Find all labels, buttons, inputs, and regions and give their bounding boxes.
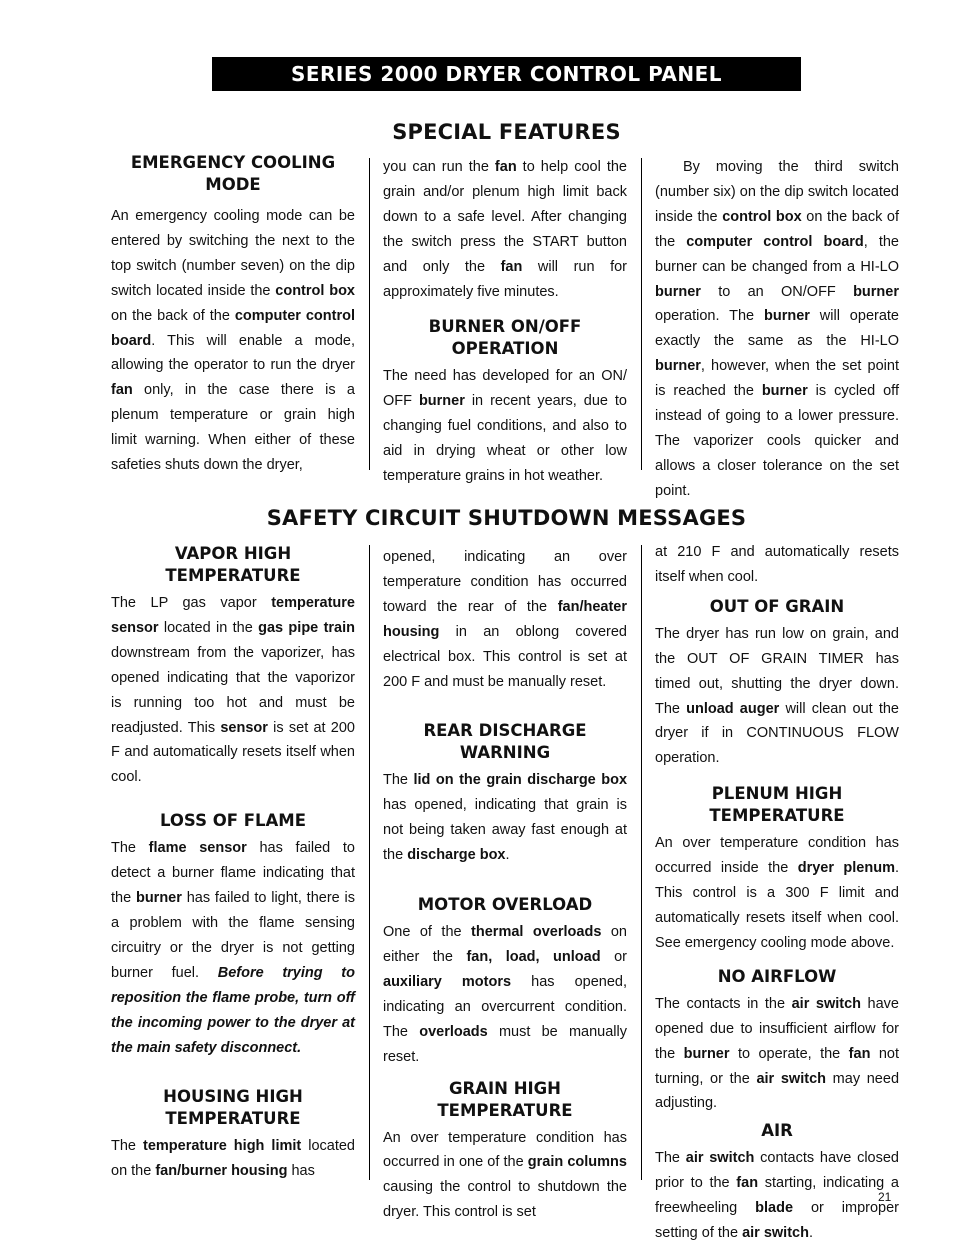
no-airflow-text: The contacts in the air switch have opened due to insufficient airflow for the burner to operate, the fan not turning, or the air switch may need adjusting. xyxy=(655,995,900,1112)
safety-column-2 xyxy=(383,545,627,1225)
no-airflow-heading: NO AIRFLOW xyxy=(717,966,837,986)
emergency-cooling-heading: EMERGENCY COOLING MODE xyxy=(130,153,336,194)
hilo-column xyxy=(655,155,899,504)
page-number: 21 xyxy=(878,1190,892,1204)
page-banner: SERIES 2000 DRYER CONTROL PANEL xyxy=(212,57,801,91)
special-features-title: SPECIAL FEATURES xyxy=(392,120,621,144)
safety-column-3 xyxy=(655,540,899,1246)
column-divider xyxy=(641,545,642,1180)
loss-of-flame-heading: LOSS OF FLAME xyxy=(159,811,306,831)
column-divider xyxy=(641,158,642,470)
emergency-cooling-column xyxy=(111,152,355,478)
out-of-grain-heading: OUT OF GRAIN xyxy=(709,596,845,616)
grain-high-continued: at 210 F and automatically resets itself when cool. xyxy=(655,544,899,585)
housing-high-text: The temperature high limit located on the fan/burner housing has xyxy=(111,1138,355,1180)
vapor-high-heading: VAPOR HIGH TEMPERATURE xyxy=(165,544,301,585)
air-heading: AIR xyxy=(761,1121,793,1141)
safety-column-1 xyxy=(111,543,355,1184)
rear-discharge-heading: REAR DISCHARGE WARNING xyxy=(423,721,587,763)
emergency-cooling-text: An emergency cooling mode can be entered by switching the next to the top switch (number seven) on the dip switch located inside the control box on the back of the computer control board. This will enable a mode, allowing the operator to run the dryer fan only, in the case there is a plenum temperature or grain high limit warning. When either of these safeties shuts down the dryer, xyxy=(111,208,355,474)
housing-high-heading: HOUSING HIGH TEMPERATURE xyxy=(163,1087,303,1129)
emergency-cooling-continued: you can run the fan to help cool the grain and/or plenum high limit back down to a safe level. After changing the switch press the START button and only the fan will run for approximately five minutes. xyxy=(383,159,627,300)
hilo-text: By moving the third switch (number six) on the dip switch located inside the control box on the back of the computer control board, the burner can be changed from a HI-LO burner to an ON/OFF burner operation. The burner will operate exactly the same as the HI-LO burner, however, when the set point is reached the burner is cycled off instead of going to a lower pressure. The vaporizer cools quicker and allows a closer tolerance on the set point. xyxy=(655,159,900,499)
out-of-grain-text: The dryer has run low on grain, and the OUT OF GRAIN TIMER has timed out, shutting the dryer down. The unload auger will clean out the dryer if in CONTINUOUS FLOW operation. xyxy=(655,625,899,767)
loss-of-flame-text: The flame sensor has failed to detect a burner flame indicating that the burner has failed to light, there is a problem with the flame sensing circuitry or the dryer is not getting burner fuel. Before trying to reposition the flame probe, turn off the incoming power to the dryer at the main safety disconnect. xyxy=(111,840,355,1056)
motor-overload-heading: MOTOR OVERLOAD xyxy=(417,895,593,915)
burner-column xyxy=(383,155,627,489)
burner-onoff-heading: BURNER ON/OFF OPERATION xyxy=(428,317,582,359)
rear-discharge-text: The lid on the grain discharge box has opened, indicating that grain is not being taken away fast enough at the discharge box. xyxy=(383,772,628,864)
plenum-high-text: An over temperature condition has occurred inside the dryer plenum. This control is a 300 F limit and automatically resets itself when cool. See emergency cooling mode above. xyxy=(655,835,899,951)
burner-onoff-text: The need has developed for an ON/ OFF burner in recent years, due to changing fuel conditions, and also to aid in drying wheat or other low temperature grains in hot weather. xyxy=(383,368,627,485)
grain-high-heading: GRAIN HIGH TEMPERATURE xyxy=(437,1078,573,1120)
grain-high-text: An over temperature condition has occurred in one of the grain columns causing the control to shutdown the dryer. This control is set xyxy=(383,1129,627,1221)
plenum-high-heading: PLENUM HIGH TEMPERATURE xyxy=(709,784,845,826)
air-text: The air switch contacts have closed prior to the fan starting, indicating a freewheeling blade or improper setting of the air switch. xyxy=(655,1150,900,1242)
vapor-high-text: The LP gas vapor temperature sensor located in the gas pipe train downstream from the vaporizer, has opened indicating that the vaporizor is running too hot and must be readjusted. This sensor is set at 200 F and automatically resets itself when cool. xyxy=(111,595,355,786)
column-divider xyxy=(369,545,370,1180)
motor-overload-text: One of the thermal overloads on either the fan, load, unload or auxiliary motors has opened, indicating an overcurrent condition. The overloads must be manually reset. xyxy=(383,924,627,1065)
safety-messages-title: SAFETY CIRCUIT SHUTDOWN MESSAGES xyxy=(266,506,747,530)
column-divider xyxy=(369,158,370,470)
housing-high-continued: opened, indicating an over temperature condition has occurred toward the rear of the fan/heater housing in an oblong covered electrical box. This control is set at 200 F and must be manually reset. xyxy=(383,549,627,690)
